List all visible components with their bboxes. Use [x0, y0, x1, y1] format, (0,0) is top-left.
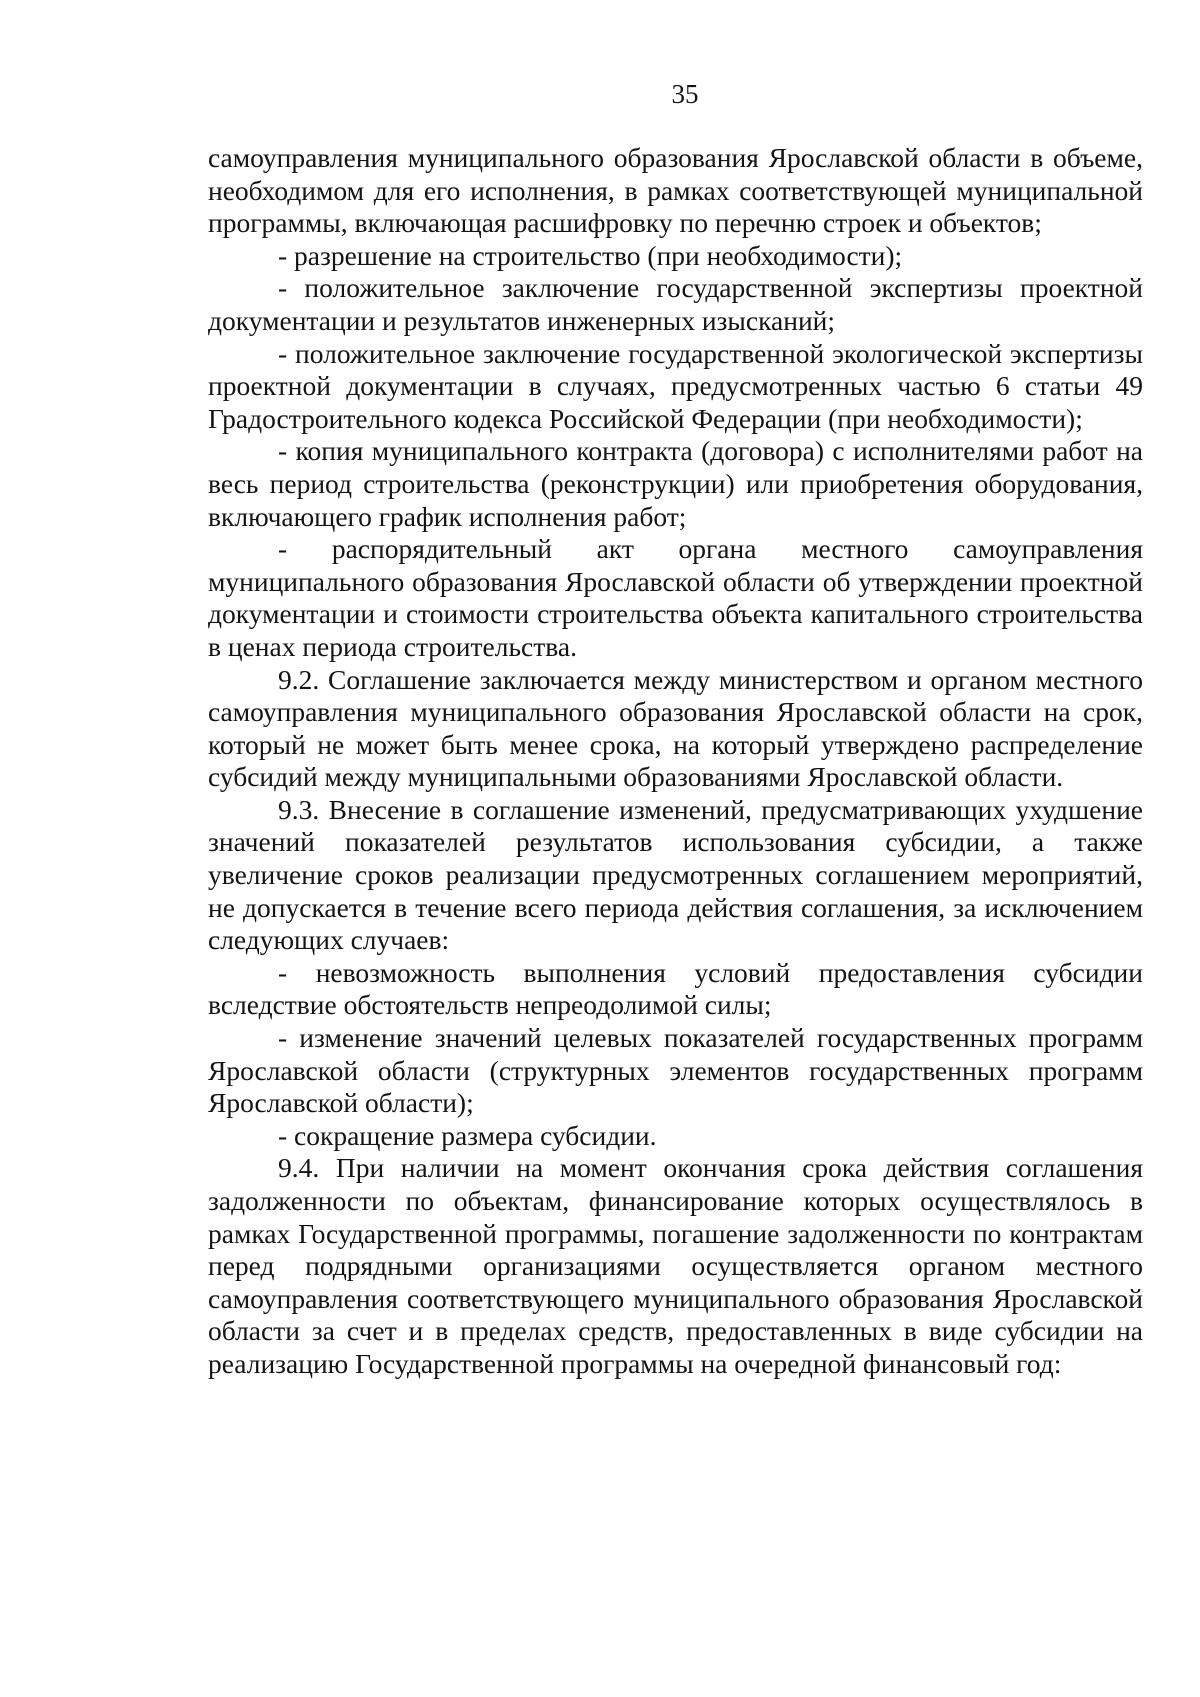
paragraph-5: - копия муниципального контракта (договора) с исполнителями работ на весь период строительства (реконструкции) или приобретения оборудования, включающего график исполнения работ; — [208, 435, 1143, 532]
paragraph-3: - положительное заключение государственной экспертизы проектной документации и результатов инженерных изысканий; — [208, 272, 1143, 336]
paragraph-10: - изменение значений целевых показателей государственных программ Ярославской области (структурных элементов государственных программ Ярославской области); — [208, 1022, 1143, 1119]
paragraph-4: - положительное заключение государственной экологической экспертизы проектной документации в случаях, предусмотренных частью 6 статьи 49 Градостроительного кодекса Российской Федерации (при необходимости); — [208, 337, 1143, 434]
document-body — [208, 142, 1143, 1381]
paragraph-11: - сокращение размера субсидии. — [278, 1119, 657, 1151]
page-number: 35 — [671, 79, 699, 109]
paragraph-7: 9.2. Соглашение заключается между министерством и органом местного самоуправления муниципального образования Ярославской области на срок, который не может быть менее срока, на который утверждено распределение субсидий между муниципальными образованиями Ярославской области. — [208, 663, 1143, 793]
paragraph-12: 9.4. При наличии на момент окончания срока действия соглашения задолженности по объектам, финансирование которых осуществлялось в рамках Государственной программы, погашение задолженности по контрактам перед подрядными организациями осуществляется органом местного самоуправления соответствующего муниципального образования Ярославской области за счет и в пределах средств, предоставленных в виде субсидии на реализацию Государственной программы на очередной финансовый год: — [208, 1152, 1143, 1379]
paragraph-6: - распорядительный акт органа местного самоуправления муниципального образования Ярославской области об утверждении проектной документации и стоимости строительства объекта капитального строительства в ценах периода строительства. — [208, 533, 1143, 662]
paragraph-1: самоуправления муниципального образования Ярославской области в объеме, необходимом для его исполнения, в рамках соответствующей муниципальной программы, включающая расшифровку по перечню строек и объектов; — [208, 142, 1143, 239]
paragraph-8: 9.3. Внесение в соглашение изменений, предусматривающих ухудшение значений показателей результатов использования субсидии, а также увеличение сроков реализации предусмотренных соглашением мероприятий, не допускается в течение всего периода действия соглашения, за исключением следующих случаев: — [208, 793, 1143, 956]
paragraph-9: - невозможность выполнения условий предоставления субсидии вследствие обстоятельств непреодолимой силы; — [208, 956, 1143, 1021]
paragraph-2: - разрешение на строительство (при необходимости); — [278, 239, 903, 271]
